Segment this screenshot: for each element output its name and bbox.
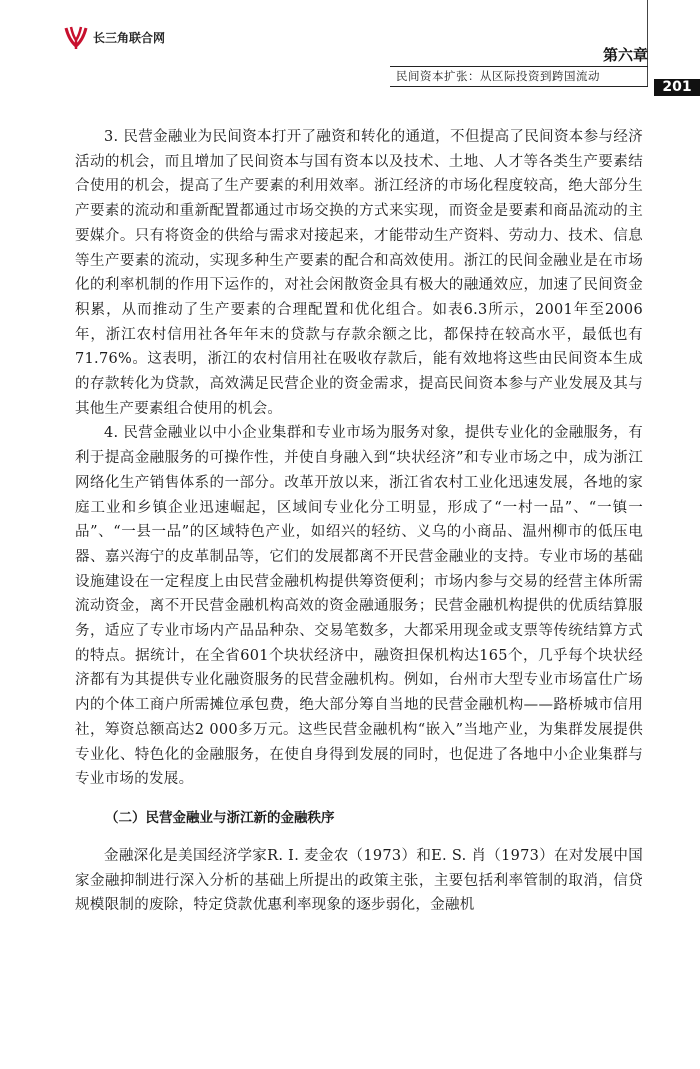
page-body	[75, 125, 643, 918]
paragraph: 4. 民营金融业以中小企业集群和专业市场为服务对象，提供专业化的金融服务，有利于提高金融服务的可操作性，并使自身融入到“块状经济”和专业市场之中，成为浙江网络化生产销售体系的一部分。改革开放以来，浙江省农村工业化迅速发展，各地的家庭工业和乡镇企业迅速崛起，区域间专业化分工明显，形成了“一村一品”、“一镇一品”、“一县一品”的区域特色产业，如绍兴的轻纺、义乌的小商品、温州柳市的低压电器、嘉兴海宁的皮革制品等，它们的发展都离不开民营金融业的支持。专业市场的基础设施建设在一定程度上由民营金融机构提供筹资便利；市场内参与交易的经营主体所需流动资金，离不开民营金融机构高效的资金融通服务；民营金融机构提供的优质结算服务，适应了专业市场内产品品种杂、交易笔数多，大都采用现金或支票等传统结算方式的特点。据统计，在全省601个块状经济中，融资担保机构达165个，几乎每个块状经济都有为其提供专业化融资服务的民营金融机构。例如，台州市大型专业市场富仕广场内的个体工商户所需摊位承包费，绝大部分筹自当地的民营金融机构——路桥城市信用社，筹资总额高达2 000多万元。这些民营金融机构“嵌入”当地产业，为集群发展提供专业化、特色化的金融服务，在使自身得到发展的同时，也促进了各地中小企业集群与专业市场的发展。	[75, 425, 643, 788]
logo-icon	[63, 24, 89, 50]
section-heading: （二）民营金融业与浙江新的金融秩序	[105, 809, 335, 826]
paragraph: 3. 民营金融业为民间资本打开了融资和转化的通道，不但提高了民间资本参与经济活动的机会，而且增加了民间资本与国有资本以及技术、土地、人才等各类生产要素结合使用的机会，提高了生产要素的利用效率。浙江经济的市场化程度较高，绝大部分生产要素的流动和重新配置都通过市场交换的方式来实现，而资金是要素和商品流动的主要媒介。只有将资金的供给与需求对接起来，才能带动生产资料、劳动力、技术、信息等生产要素的流动，实现多种生产要素的配合和高效使用。浙江的民间金融业是在市场化的利率机制的作用下运作的，对社会闲散资金具有极大的融通效应，加速了民间资金积累，从而推动了生产要素的合理配置和优化组合。如表6.3所示，2001年至2006年，浙江农村信用社各年年末的贷款与存款余额之比，都保持在较高水平，最低也有71.76%。这表明，浙江的农村信用社在吸收存款后，能有效地将这些由民间资本生成的存款转化为贷款，高效满足民营企业的资金需求，提高民间资本参与产业发展及其与其他生产要素组合使用的机会。	[75, 129, 643, 417]
site-logo	[63, 24, 165, 50]
chapter-title: 第六章	[602, 46, 648, 64]
page-number: 201	[654, 79, 700, 96]
chapter-subtitle: 民间资本扩张：从区际投资到跨国流动	[396, 69, 600, 83]
logo-text: 长三角联合网	[93, 30, 166, 45]
paragraph: 金融深化是美国经济学家R. I. 麦金农（1973）和E. S. 肖（1973）在对发展中国家金融抑制进行深入分析的基础上所提出的政策主张，主要包括利率管制的取消，信贷规模限制的废除，特定贷款优惠利率现象的逐步弱化，金融机	[75, 847, 643, 914]
header-rule	[390, 66, 648, 67]
header-rule	[390, 86, 648, 87]
header-vertical-rule	[647, 0, 648, 86]
